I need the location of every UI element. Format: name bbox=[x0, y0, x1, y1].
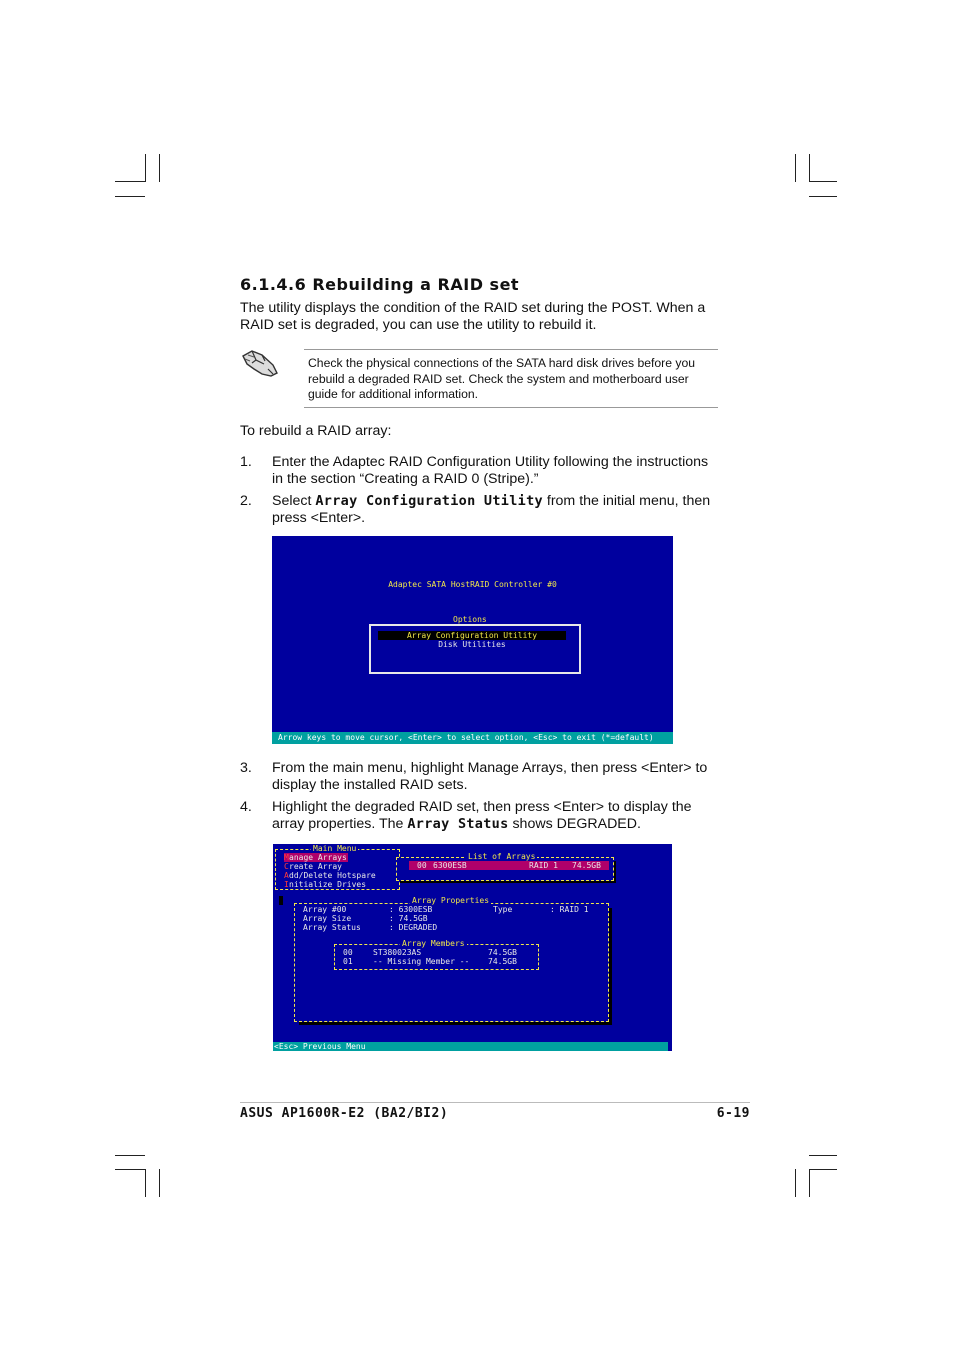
step-number: 4. bbox=[240, 799, 252, 815]
crop-mark bbox=[159, 1169, 160, 1197]
note-box bbox=[304, 349, 718, 408]
step-text: Highlight the degraded RAID set, then press <Enter> to display the array properties. The Array Status shows DEGRADED. bbox=[272, 799, 692, 832]
status-bar: <Esc> Previous Menu bbox=[274, 1042, 366, 1051]
section-title: 6.1.4.6 Rebuilding a RAID set bbox=[240, 275, 520, 294]
crop-mark bbox=[115, 196, 145, 197]
type-label: Type bbox=[493, 905, 513, 914]
bios-screen-array-properties: Main Menu M anage Arrays C reate Array A dd/Delete Hotspare I nitialize Drives List of Arrays 00 6300ESB RAID 1 74.5GB Array Properties Array #00 : 6300ESB Array Size : 74.5GB Array Status : DEGRADED Type : RAID 1 Array Members 00 ST380023AS 74.5GB 01 -- Missing Member -- 74.5GB <Esc> Previous Menu bbox=[273, 844, 672, 1051]
options-label: Options bbox=[453, 615, 487, 624]
crop-mark bbox=[795, 154, 796, 182]
step-number: 1. bbox=[240, 454, 252, 470]
step-text: Enter the Adaptec RAID Configuration Utility following the instructions in the section “Creating a RAID 0 (Stripe).” bbox=[272, 454, 709, 487]
keyword: Array Configuration Utility bbox=[315, 493, 543, 509]
footer-product: ASUS AP1600R-E2 (BA2/BI2) bbox=[240, 1106, 449, 1121]
lead-text: To rebuild a RAID array: bbox=[240, 423, 392, 439]
list-of-arrays-title: List of Arrays bbox=[468, 852, 536, 861]
menu-item-initialize-drives[interactable]: nitialize Drives bbox=[289, 880, 367, 889]
intro-paragraph: The utility displays the condition of the RAID set during the POST. When a RAID set is degraded, you can use the utility to rebuild it. bbox=[240, 300, 706, 333]
crop-mark bbox=[115, 1169, 145, 1170]
main-menu-title: Main Menu bbox=[313, 844, 357, 853]
menu-item-disk-utilities[interactable]: Disk Utilities bbox=[438, 640, 506, 649]
prop-label: Array #00 bbox=[303, 905, 347, 914]
footer-rule bbox=[240, 1102, 750, 1103]
bios-screen-initial bbox=[272, 536, 673, 744]
array-properties-title: Array Properties bbox=[412, 896, 490, 905]
step-number: 2. bbox=[240, 493, 252, 509]
step-text: Select Array Configuration Utility from the initial menu, then press <Enter>. bbox=[272, 493, 711, 526]
page-number: 6-19 bbox=[716, 1106, 750, 1121]
step-number: 3. bbox=[240, 760, 252, 776]
crop-mark bbox=[809, 1155, 837, 1156]
controller-title: Adaptec SATA HostRAID Controller #0 bbox=[388, 580, 557, 589]
prop-label: Array Size bbox=[303, 914, 352, 923]
menu-item-create-array[interactable]: reate Array bbox=[289, 862, 342, 871]
array-members-title: Array Members bbox=[402, 939, 465, 948]
prop-value: 74.5GB bbox=[398, 914, 428, 923]
member-size: 74.5GB bbox=[488, 948, 517, 957]
menu-item-manage-arrays[interactable]: anage Arrays bbox=[289, 853, 347, 862]
status-bar: Arrow keys to move cursor, <Enter> to select option, <Esc> to exit (*=default) bbox=[278, 733, 654, 742]
prop-label: Array Status bbox=[303, 923, 361, 932]
crop-mark bbox=[145, 154, 146, 182]
crop-mark bbox=[115, 1155, 145, 1156]
crop-mark bbox=[809, 196, 837, 197]
member-name-missing: -- Missing Member -- bbox=[373, 957, 470, 966]
prop-value: 6300ESB bbox=[398, 905, 433, 914]
member-name: ST380023AS bbox=[373, 948, 422, 957]
crop-mark bbox=[809, 181, 837, 182]
crop-mark bbox=[159, 154, 160, 182]
crop-mark bbox=[809, 154, 810, 182]
crop-mark bbox=[115, 181, 145, 182]
crop-mark bbox=[145, 1169, 146, 1197]
crop-mark bbox=[809, 1169, 810, 1197]
crop-mark bbox=[795, 1169, 796, 1197]
note-text: Check the physical connections of the SATA hard disk drives before you rebuild a degraded RAID set. Check the system and motherboard user guide for additional information. bbox=[308, 356, 696, 401]
hand-note-icon bbox=[240, 347, 280, 384]
crop-mark bbox=[809, 1169, 837, 1170]
array-row[interactable]: 00 6300ESB RAID 1 74.5GB bbox=[409, 861, 609, 870]
prop-value: DEGRADED bbox=[398, 923, 438, 932]
step-text: From the main menu, highlight Manage Arrays, then press <Enter> to display the installed RAID sets. bbox=[272, 760, 708, 793]
type-value: RAID 1 bbox=[559, 905, 589, 914]
member-size: 74.5GB bbox=[488, 957, 517, 966]
menu-item-array-configuration-utility[interactable]: Array Configuration Utility bbox=[378, 631, 566, 640]
menu-item-add-delete-hotspare[interactable]: dd/Delete Hotspare bbox=[289, 871, 376, 880]
keyword: Array Status bbox=[407, 816, 509, 832]
